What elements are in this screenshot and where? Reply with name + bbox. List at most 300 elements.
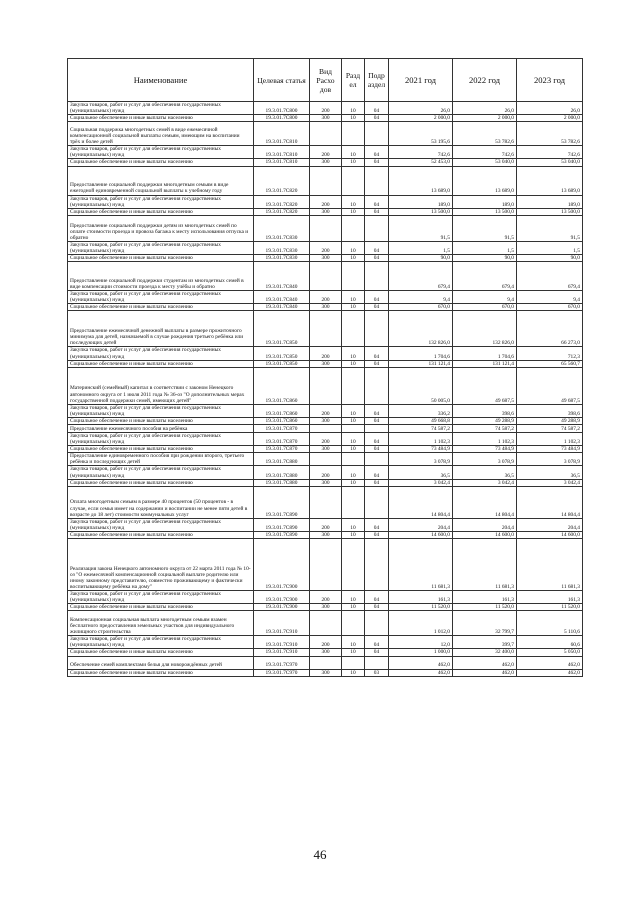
- row-subsection: 03: [365, 669, 389, 676]
- row-target-article: 19.3.01.7С890: [254, 486, 310, 518]
- row-amount-2023: 398,6: [517, 404, 583, 417]
- row-expense-type: [310, 424, 342, 432]
- row-expense-type: 300: [310, 446, 342, 453]
- row-amount-2021: 742,6: [389, 146, 453, 159]
- row-name: Социальное обеспечение и иные выплаты населению: [68, 649, 254, 656]
- row-subsection: [365, 367, 389, 404]
- table-row: [68, 208, 583, 215]
- row-amount-2022: 1 704,6: [453, 347, 517, 360]
- row-amount-2022: 9,4: [453, 291, 517, 304]
- row-name: Закупка товаров, работ и услуг для обеспечения государственных (муниципальных) нужд: [68, 241, 254, 254]
- row-target-article: 19.3.01.7С810: [254, 146, 310, 159]
- row-section: [342, 122, 365, 146]
- row-subsection: [365, 262, 389, 291]
- row-amount-2021: 1 000,0: [389, 649, 453, 656]
- row-target-article: 19.3.01.7С860: [254, 404, 310, 417]
- row-target-article: 19.3.01.7С870: [254, 424, 310, 432]
- row-amount-2021: 189,0: [389, 195, 453, 208]
- row-expense-type: [310, 122, 342, 146]
- row-expense-type: [310, 656, 342, 669]
- row-section: 10: [342, 466, 365, 479]
- row-target-article: 19.3.01.7С900: [254, 539, 310, 591]
- row-target-article: 19.3.01.7С870: [254, 432, 310, 445]
- table-row: [68, 304, 583, 311]
- row-amount-2021: 336,2: [389, 404, 453, 417]
- row-amount-2023: 66 273,0: [517, 311, 583, 347]
- row-expense-type: 300: [310, 304, 342, 311]
- row-amount-2023: 13 500,0: [517, 208, 583, 215]
- row-name: Закупка товаров, работ и услуг для обеспечения государственных (муниципальных) нужд: [68, 291, 254, 304]
- row-section: [342, 486, 365, 518]
- row-subsection: 04: [365, 195, 389, 208]
- row-subsection: 04: [365, 241, 389, 254]
- table-row: [68, 424, 583, 432]
- table-row: [68, 531, 583, 538]
- row-name: Закупка товаров, работ и услуг для обеспечения государственных (муниципальных) нужд: [68, 146, 254, 159]
- table-row: [68, 466, 583, 479]
- row-name: Социальное обеспечение и иные выплаты населению: [68, 304, 254, 311]
- table-row: [68, 656, 583, 669]
- row-amount-2022: 49 288,9: [453, 417, 517, 424]
- row-name: Социальное обеспечение и иные выплаты населению: [68, 669, 254, 676]
- row-amount-2022: 11 681,3: [453, 539, 517, 591]
- row-target-article: 19.3.01.7С970: [254, 669, 310, 676]
- row-amount-2022: 32 400,0: [453, 649, 517, 656]
- row-amount-2023: 53 040,0: [517, 159, 583, 166]
- row-section: 10: [342, 304, 365, 311]
- row-section: 10: [342, 446, 365, 453]
- row-amount-2022: 131 121,4: [453, 360, 517, 367]
- table-row: [68, 195, 583, 208]
- row-amount-2023: 5 110,6: [517, 611, 583, 636]
- row-amount-2022: 53 782,6: [453, 122, 517, 146]
- row-amount-2021: 9,4: [389, 291, 453, 304]
- row-subsection: 04: [365, 360, 389, 367]
- row-amount-2023: 189,0: [517, 195, 583, 208]
- row-target-article: 19.3.01.7С880: [254, 479, 310, 486]
- row-amount-2022: 670,0: [453, 304, 517, 311]
- row-amount-2021: 14 804,4: [389, 486, 453, 518]
- row-amount-2022: 13 500,0: [453, 208, 517, 215]
- row-name: Закупка товаров, работ и услуг для обеспечения государственных (муниципальных) нужд: [68, 518, 254, 531]
- row-subsection: 04: [365, 446, 389, 453]
- row-expense-type: 300: [310, 604, 342, 611]
- row-target-article: 19.3.01.7С880: [254, 453, 310, 466]
- row-amount-2021: 36,5: [389, 466, 453, 479]
- table-row: [68, 241, 583, 254]
- table-body: [68, 102, 583, 677]
- row-subsection: 04: [365, 159, 389, 166]
- row-expense-type: 300: [310, 360, 342, 367]
- row-expense-type: 300: [310, 669, 342, 676]
- row-section: 10: [342, 195, 365, 208]
- table-row: [68, 591, 583, 604]
- budget-table: [67, 58, 583, 677]
- row-expense-type: 200: [310, 195, 342, 208]
- row-target-article: 19.3.01.7С820: [254, 208, 310, 215]
- row-amount-2021: 670,0: [389, 304, 453, 311]
- row-expense-type: 300: [310, 417, 342, 424]
- row-expense-type: 200: [310, 241, 342, 254]
- row-amount-2023: 91,5: [517, 215, 583, 241]
- row-expense-type: 300: [310, 115, 342, 122]
- row-subsection: 04: [365, 291, 389, 304]
- row-section: 10: [342, 255, 365, 262]
- table-row: [68, 367, 583, 404]
- row-target-article: 19.3.01.7С900: [254, 591, 310, 604]
- row-target-article: 19.3.01.7С850: [254, 311, 310, 347]
- row-target-article: 19.3.01.7С800: [254, 115, 310, 122]
- row-target-article: 19.3.01.7С900: [254, 604, 310, 611]
- row-amount-2023: 462,0: [517, 656, 583, 669]
- row-name: Материнский (семейный) капитал в соответствии с законом Ненецкого автономного округа от 1 июля 2011 года № 36-оз "О дополнительных мерах государственной поддержки семей, имеющих детей": [68, 367, 254, 404]
- row-amount-2021: 14 600,0: [389, 531, 453, 538]
- row-amount-2023: 3 078,9: [517, 453, 583, 466]
- row-amount-2023: 13 689,0: [517, 166, 583, 195]
- row-section: 10: [342, 432, 365, 445]
- row-amount-2021: 204,4: [389, 518, 453, 531]
- table-row: [68, 518, 583, 531]
- row-amount-2023: 74 587,2: [517, 424, 583, 432]
- page-number: 46: [313, 847, 327, 862]
- row-subsection: 04: [365, 417, 389, 424]
- row-amount-2023: 49 687,5: [517, 367, 583, 404]
- row-amount-2021: 161,3: [389, 591, 453, 604]
- row-amount-2022: 398,6: [453, 404, 517, 417]
- row-amount-2023: 14 804,4: [517, 486, 583, 518]
- row-target-article: 19.3.01.7С830: [254, 255, 310, 262]
- row-amount-2023: 2 000,0: [517, 115, 583, 122]
- row-name: Предоставление ежемесячного пособия на ребёнка: [68, 424, 254, 432]
- row-target-article: 19.3.01.7С830: [254, 215, 310, 241]
- row-amount-2022: 53 040,0: [453, 159, 517, 166]
- table-row: [68, 636, 583, 649]
- table-row: [68, 649, 583, 656]
- table-row: [68, 262, 583, 291]
- header-section: Разд ел: [342, 59, 365, 102]
- table-row: [68, 291, 583, 304]
- row-name: Социальное обеспечение и иные выплаты населению: [68, 479, 254, 486]
- row-name: Оплата многодетным семьям в размере 40 процентов (50 процентов - в случае, если семья имеет на содержании и воспитании не менее пяти детей в возрасте до 18 лет) стоимости коммунальных услуг: [68, 486, 254, 518]
- row-amount-2021: 91,5: [389, 215, 453, 241]
- row-amount-2022: 2 000,0: [453, 115, 517, 122]
- row-expense-type: 300: [310, 479, 342, 486]
- row-amount-2023: 712,3: [517, 347, 583, 360]
- row-amount-2022: 1,5: [453, 241, 517, 254]
- row-section: 10: [342, 241, 365, 254]
- row-amount-2023: 161,3: [517, 591, 583, 604]
- table-row: [68, 417, 583, 424]
- row-subsection: 04: [365, 531, 389, 538]
- row-amount-2021: 132 826,0: [389, 311, 453, 347]
- row-target-article: 19.3.01.7С910: [254, 636, 310, 649]
- header-2021: 2021 год: [389, 59, 453, 102]
- row-expense-type: 200: [310, 466, 342, 479]
- row-name: Закупка товаров, работ и услуг для обеспечения государственных (муниципальных) нужд: [68, 591, 254, 604]
- row-section: [342, 166, 365, 195]
- row-amount-2022: 3 042,4: [453, 479, 517, 486]
- row-name: Социальное обеспечение и иные выплаты населению: [68, 208, 254, 215]
- row-amount-2021: 11 520,0: [389, 604, 453, 611]
- row-expense-type: 200: [310, 291, 342, 304]
- table-row: [68, 453, 583, 466]
- row-section: [342, 539, 365, 591]
- row-amount-2022: 462,0: [453, 669, 517, 676]
- row-section: [342, 262, 365, 291]
- row-amount-2023: 49 288,9: [517, 417, 583, 424]
- row-section: 10: [342, 518, 365, 531]
- row-section: 10: [342, 649, 365, 656]
- row-target-article: 19.3.01.7С970: [254, 656, 310, 669]
- row-name: Компенсационная социальная выплата многодетным семьям взамен бесплатного предоставления земельных участков для индивидуального жилищного строительства: [68, 611, 254, 636]
- row-amount-2022: 91,5: [453, 215, 517, 241]
- row-name: Социальная поддержка многодетных семей в виде ежемесячной компенсационной социальной выплаты семьям, имеющим на воспитании трёх и более детей: [68, 122, 254, 146]
- row-amount-2021: 679,4: [389, 262, 453, 291]
- row-amount-2023: 5 050,0: [517, 649, 583, 656]
- row-amount-2022: 32 799,7: [453, 611, 517, 636]
- row-amount-2021: 462,0: [389, 656, 453, 669]
- row-amount-2021: 3 042,4: [389, 479, 453, 486]
- table-row: [68, 539, 583, 591]
- row-section: [342, 367, 365, 404]
- row-expense-type: 300: [310, 208, 342, 215]
- table-row: [68, 611, 583, 636]
- row-subsection: 04: [365, 115, 389, 122]
- row-amount-2023: 204,4: [517, 518, 583, 531]
- row-amount-2022: 204,4: [453, 518, 517, 531]
- row-amount-2022: 161,3: [453, 591, 517, 604]
- row-name: Закупка товаров, работ и услуг для обеспечения государственных (муниципальных) нужд: [68, 102, 254, 115]
- row-name: Социальное обеспечение и иные выплаты населению: [68, 159, 254, 166]
- row-expense-type: 200: [310, 518, 342, 531]
- row-section: 10: [342, 146, 365, 159]
- row-section: 10: [342, 531, 365, 538]
- row-amount-2021: 13 500,0: [389, 208, 453, 215]
- row-section: 10: [342, 591, 365, 604]
- row-target-article: 19.3.01.7С840: [254, 304, 310, 311]
- row-target-article: 19.3.01.7С810: [254, 122, 310, 146]
- row-target-article: 19.3.01.7С820: [254, 166, 310, 195]
- row-amount-2021: 49 668,8: [389, 417, 453, 424]
- row-subsection: [365, 166, 389, 195]
- row-amount-2021: 26,0: [389, 102, 453, 115]
- row-section: [342, 656, 365, 669]
- row-target-article: 19.3.01.7С840: [254, 291, 310, 304]
- row-subsection: 04: [365, 518, 389, 531]
- row-section: [342, 215, 365, 241]
- row-amount-2022: 462,0: [453, 656, 517, 669]
- row-expense-type: 200: [310, 432, 342, 445]
- row-amount-2023: 65 560,7: [517, 360, 583, 367]
- row-amount-2021: 52 453,0: [389, 159, 453, 166]
- row-target-article: 19.3.01.7С890: [254, 531, 310, 538]
- row-amount-2021: 1 102,3: [389, 432, 453, 445]
- row-subsection: [365, 311, 389, 347]
- row-expense-type: [310, 311, 342, 347]
- row-amount-2023: 9,4: [517, 291, 583, 304]
- row-subsection: [365, 424, 389, 432]
- row-amount-2022: 73 484,9: [453, 446, 517, 453]
- row-expense-type: [310, 611, 342, 636]
- table-row: [68, 446, 583, 453]
- row-section: 10: [342, 115, 365, 122]
- row-amount-2021: 11 681,3: [389, 539, 453, 591]
- row-name: Закупка товаров, работ и услуг для обеспечения государственных (муниципальных) нужд: [68, 347, 254, 360]
- row-subsection: [365, 611, 389, 636]
- row-name: Предоставление ежемесячной денежной выплаты в размере прожиточного минимума для детей, назначаемой в случае рождения третьего ребёнка или последующих детей: [68, 311, 254, 347]
- header-name: Наименование: [68, 59, 254, 102]
- row-amount-2022: 11 520,0: [453, 604, 517, 611]
- row-target-article: 19.3.01.7С810: [254, 159, 310, 166]
- row-target-article: 19.3.01.7С910: [254, 649, 310, 656]
- row-amount-2023: 3 042,4: [517, 479, 583, 486]
- row-target-article: 19.3.01.7С830: [254, 241, 310, 254]
- row-amount-2023: 11 520,0: [517, 604, 583, 611]
- row-expense-type: 200: [310, 591, 342, 604]
- row-amount-2023: 90,0: [517, 255, 583, 262]
- row-subsection: 04: [365, 479, 389, 486]
- row-name: Социальное обеспечение и иные выплаты населению: [68, 604, 254, 611]
- row-expense-type: [310, 367, 342, 404]
- header-target-article: Целевая статья: [254, 59, 310, 102]
- row-expense-type: 200: [310, 146, 342, 159]
- row-amount-2023: 1,5: [517, 241, 583, 254]
- row-section: 10: [342, 291, 365, 304]
- row-target-article: 19.3.01.7С880: [254, 466, 310, 479]
- row-subsection: 04: [365, 466, 389, 479]
- row-amount-2022: 189,0: [453, 195, 517, 208]
- row-amount-2022: 26,0: [453, 102, 517, 115]
- row-expense-type: 200: [310, 636, 342, 649]
- row-expense-type: [310, 166, 342, 195]
- table-row: [68, 479, 583, 486]
- row-amount-2021: 74 587,2: [389, 424, 453, 432]
- row-name: Предоставление социальной поддержки детям из многодетных семей по оплате стоимости проезда и провоза багажа к месту использования отпуска и обратно: [68, 215, 254, 241]
- row-amount-2023: 73 484,9: [517, 446, 583, 453]
- row-subsection: 04: [365, 649, 389, 656]
- row-name: Социальное обеспечение и иные выплаты населению: [68, 115, 254, 122]
- row-amount-2023: 670,0: [517, 304, 583, 311]
- row-name: Предоставление социальной поддержки студентам из многодетных семей в виде компенсации стоимости проезда к месту учёбы и обратно: [68, 262, 254, 291]
- row-amount-2022: 3 078,9: [453, 453, 517, 466]
- row-section: 10: [342, 347, 365, 360]
- row-section: 10: [342, 479, 365, 486]
- row-amount-2021: 13 689,0: [389, 166, 453, 195]
- table-row: [68, 486, 583, 518]
- row-name: Социальное обеспечение и иные выплаты населению: [68, 360, 254, 367]
- header-subsection: Подр аздел: [365, 59, 389, 102]
- row-amount-2021: 1 704,6: [389, 347, 453, 360]
- row-expense-type: 200: [310, 347, 342, 360]
- row-subsection: 04: [365, 604, 389, 611]
- row-subsection: [365, 215, 389, 241]
- row-subsection: 04: [365, 404, 389, 417]
- row-amount-2021: 1,5: [389, 241, 453, 254]
- row-amount-2022: 90,0: [453, 255, 517, 262]
- row-name: Предоставление социальной поддержки многодетным семьям в виде ежегодной единовременной социальной выплаты к учебному году: [68, 166, 254, 195]
- table-row: [68, 122, 583, 146]
- table-row: [68, 115, 583, 122]
- row-amount-2022: 49 687,5: [453, 367, 517, 404]
- row-expense-type: 300: [310, 649, 342, 656]
- row-section: 10: [342, 669, 365, 676]
- row-expense-type: 200: [310, 404, 342, 417]
- table-row: [68, 432, 583, 445]
- row-amount-2021: 1 012,0: [389, 611, 453, 636]
- header-expense-type: Вид Расхо дов: [310, 59, 342, 102]
- row-subsection: 04: [365, 102, 389, 115]
- row-subsection: 04: [365, 591, 389, 604]
- row-section: 10: [342, 417, 365, 424]
- row-expense-type: [310, 486, 342, 518]
- row-target-article: 19.3.01.7С860: [254, 367, 310, 404]
- row-subsection: 04: [365, 347, 389, 360]
- row-section: 10: [342, 159, 365, 166]
- row-amount-2021: 12,0: [389, 636, 453, 649]
- row-subsection: 04: [365, 255, 389, 262]
- row-subsection: 04: [365, 304, 389, 311]
- row-subsection: 04: [365, 636, 389, 649]
- row-expense-type: 300: [310, 159, 342, 166]
- row-amount-2022: 74 587,2: [453, 424, 517, 432]
- table-row: [68, 311, 583, 347]
- table-row: [68, 215, 583, 241]
- row-expense-type: 300: [310, 531, 342, 538]
- row-name: Реализация закона Ненецкого автономного округа от 22 марта 2011 года № 10-оз "О ежемесячной компенсационной социальной выплате родителю или иному законному представителю, совместно проживающему и фактически воспитывающему ребёнка на дому": [68, 539, 254, 591]
- row-section: 10: [342, 636, 365, 649]
- row-amount-2023: 36,5: [517, 466, 583, 479]
- table-row: [68, 255, 583, 262]
- table-row: [68, 166, 583, 195]
- row-amount-2023: 679,4: [517, 262, 583, 291]
- table-row: [68, 159, 583, 166]
- row-subsection: [365, 539, 389, 591]
- row-expense-type: [310, 215, 342, 241]
- header-2023: 2023 год: [517, 59, 583, 102]
- row-target-article: 19.3.01.7С800: [254, 102, 310, 115]
- row-name: Обеспечение семей комплектами белья для новорождённых детей: [68, 656, 254, 669]
- row-section: [342, 311, 365, 347]
- row-amount-2021: 3 078,9: [389, 453, 453, 466]
- row-target-article: 19.3.01.7С820: [254, 195, 310, 208]
- row-subsection: [365, 486, 389, 518]
- row-name: Социальное обеспечение и иные выплаты населению: [68, 417, 254, 424]
- row-amount-2022: 1 102,3: [453, 432, 517, 445]
- row-expense-type: 300: [310, 255, 342, 262]
- row-target-article: 19.3.01.7С890: [254, 518, 310, 531]
- row-name: Социальное обеспечение и иные выплаты населению: [68, 446, 254, 453]
- row-section: [342, 611, 365, 636]
- table-row: [68, 669, 583, 676]
- row-name: Предоставление единовременного пособия при рождении второго, третьего ребёнка и последующих детей: [68, 453, 254, 466]
- row-name: Закупка товаров, работ и услуг для обеспечения государственных (муниципальных) нужд: [68, 466, 254, 479]
- row-section: 10: [342, 102, 365, 115]
- row-section: 10: [342, 604, 365, 611]
- row-name: Закупка товаров, работ и услуг для обеспечения государственных (муниципальных) нужд: [68, 195, 254, 208]
- row-amount-2021: 90,0: [389, 255, 453, 262]
- row-amount-2021: 53 195,6: [389, 122, 453, 146]
- row-target-article: 19.3.01.7С850: [254, 360, 310, 367]
- row-amount-2022: 679,4: [453, 262, 517, 291]
- table-row: [68, 404, 583, 417]
- row-subsection: 04: [365, 208, 389, 215]
- row-name: Социальное обеспечение и иные выплаты населению: [68, 531, 254, 538]
- row-expense-type: [310, 539, 342, 591]
- row-name: Социальное обеспечение и иные выплаты населению: [68, 255, 254, 262]
- row-amount-2023: 1 102,3: [517, 432, 583, 445]
- row-amount-2023: 53 782,6: [517, 122, 583, 146]
- row-expense-type: 200: [310, 102, 342, 115]
